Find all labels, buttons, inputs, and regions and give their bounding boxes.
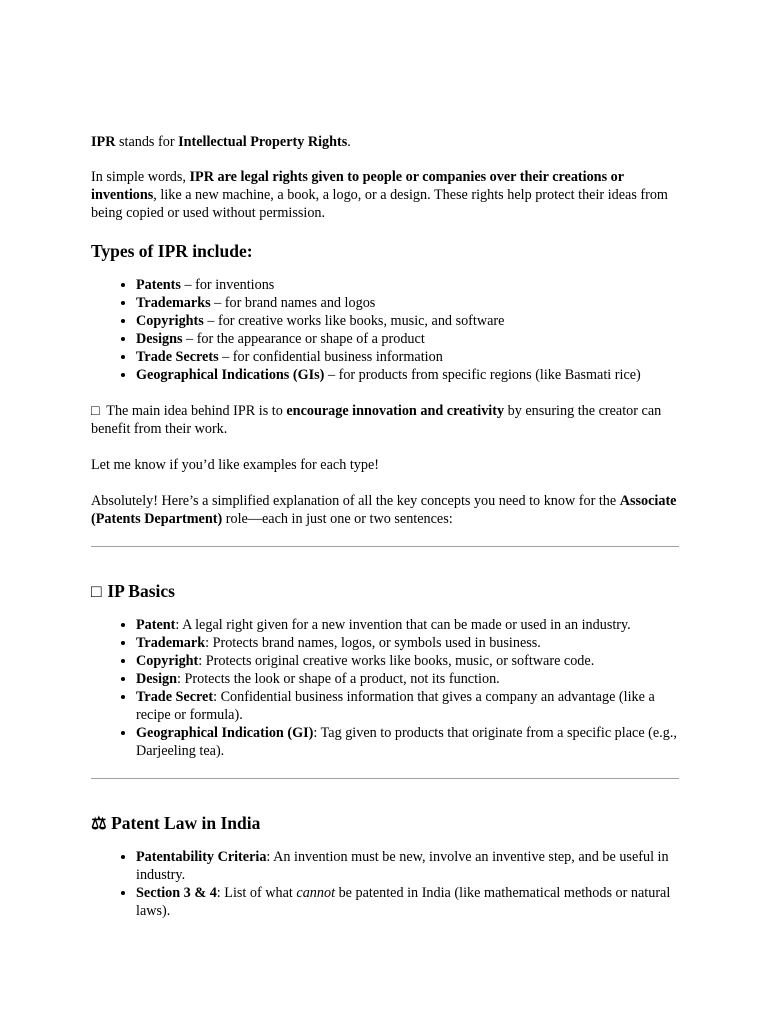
law-desc-pre: : List of what [216,885,297,901]
list-item [136,848,683,884]
simple-lead: In simple words, [91,169,190,185]
list-item [136,652,683,670]
list-item [136,724,683,760]
patent-law-list [91,848,683,920]
type-desc: – for inventions [180,277,275,293]
simple-bold: IPR are legal rights given to people or companies over their creations or inventions [91,169,624,203]
main-idea-lead: The main idea behind IPR is to [103,403,287,419]
basics-term: Trademark [136,635,206,651]
missing-glyph-icon: □ [91,581,102,601]
absolutely-paragraph [91,492,683,528]
intro-paragraph [91,133,683,151]
type-term: Copyrights [136,313,204,329]
basics-term: Patent [136,617,176,633]
stands-for-text: stands for [115,134,179,150]
main-idea-paragraph [91,402,683,438]
list-item [136,634,683,652]
ip-basics-list [91,616,683,760]
patent-law-heading [91,812,683,834]
list-item [136,330,683,348]
types-heading: Types of IPR include: [91,241,253,261]
law-desc: : An invention must be new, involve an inventive step, and be useful in industry. [136,849,669,883]
basics-desc: : Protects original creative works like books, music, or software code. [198,653,595,669]
patent-law-title: Patent Law in India [106,813,261,833]
list-item [136,348,683,366]
list-item [136,312,683,330]
types-list [91,276,683,384]
list-item [136,276,683,294]
basics-desc: : Protects the look or shape of a product, not its function. [177,671,500,687]
missing-glyph-icon: □ [91,403,100,419]
type-term: Geographical Indications (GIs) [136,367,325,383]
document-page [91,133,683,920]
intro-period: . [347,134,351,150]
type-term: Patents [136,277,181,293]
law-desc-emphasis: cannot [296,885,336,901]
absolutely-bold: Associate (Patents Department) [91,493,677,527]
type-desc: – for the appearance or shape of a product [182,331,425,347]
basics-term: Geographical Indication (GI) [136,725,314,741]
type-term: Designs [136,331,183,347]
basics-term: Design [136,671,177,687]
let-me-know-paragraph: Let me know if you’d like examples for each type! [91,457,379,473]
section-divider [91,546,679,547]
list-item [136,670,683,688]
basics-desc: : Confidential business information that gives a company an advantage (like a recipe or formula). [136,689,655,723]
basics-desc: : Protects brand names, logos, or symbols used in business. [205,635,541,651]
law-desc-post: be patented in India (like mathematical methods or natural laws). [136,885,671,919]
list-item [136,884,683,920]
absolutely-lead: Absolutely! Here’s a simplified explanation of all the key concepts you need to know for the [91,493,620,509]
absolutely-rest: role—each in just one or two sentences: [222,511,453,527]
law-term: Section 3 & 4 [136,885,217,901]
law-term: Patentability Criteria [136,849,267,865]
basics-desc: : Tag given to products that originate from a specific place (e.g., Darjeeling tea). [136,725,677,759]
simple-rest: , like a new machine, a book, a logo, or a design. These rights help protect their ideas from being copied or used without permission. [91,187,668,221]
ip-basics-title: IP Basics [103,581,175,601]
type-desc: – for brand names and logos [210,295,376,311]
section-divider [91,778,679,779]
type-desc: – for products from specific regions (like Basmati rice) [324,367,641,383]
basics-term: Copyright [136,653,199,669]
type-term: Trademarks [136,295,211,311]
type-term: Trade Secrets [136,349,219,365]
type-desc: – for creative works like books, music, and software [203,313,505,329]
ipr-full-name: Intellectual Property Rights [178,134,348,150]
list-item [136,294,683,312]
ip-basics-heading [91,580,683,602]
ipr-abbr: IPR [91,134,116,150]
list-item [136,616,683,634]
basics-term: Trade Secret [136,689,214,705]
list-item [136,366,683,384]
basics-desc: : A legal right given for a new invention that can be made or used in an industry. [175,617,631,633]
list-item [136,688,683,724]
simple-words-paragraph [91,168,683,222]
main-idea-rest: by ensuring the creator can benefit from their work. [91,403,662,437]
scales-icon: ⚖ [91,813,107,833]
main-idea-bold: encourage innovation and creativity [286,403,505,419]
type-desc: – for confidential business information [218,349,443,365]
